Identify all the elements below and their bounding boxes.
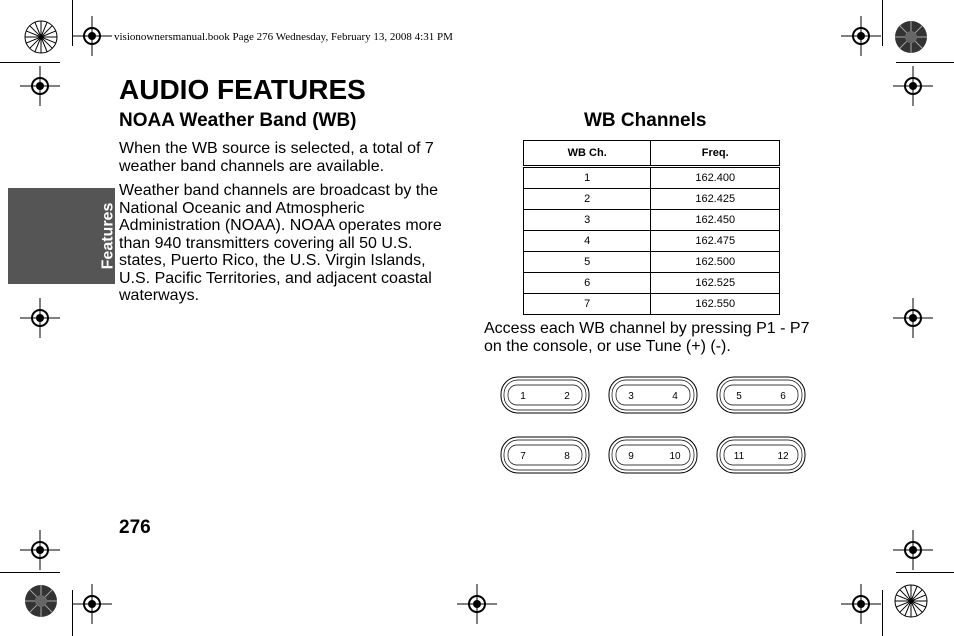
registration-mark-left-middle (20, 298, 60, 338)
preset-button-label: 11 (733, 451, 745, 462)
color-rosette-top-right (894, 20, 928, 54)
column-header-frequency: Freq. (651, 141, 780, 167)
preset-button-pair (501, 377, 589, 413)
channel-cell: 3 (524, 210, 651, 231)
preset-button-pair (609, 437, 697, 473)
frequency-cell: 162.400 (651, 167, 780, 189)
column-header-channel: WB Ch. (524, 141, 651, 167)
preset-button-label: 2 (564, 391, 570, 402)
registration-mark-left-lower (20, 530, 60, 570)
table-row (524, 167, 780, 189)
preset-button-label: 12 (777, 451, 789, 462)
registration-mark-top-right (841, 16, 881, 56)
preset-button-label: 3 (628, 391, 634, 402)
preset-button-label: 7 (520, 451, 526, 462)
table-row (524, 273, 780, 294)
preset-button-label: 4 (672, 391, 678, 402)
preset-button-label: 10 (669, 451, 681, 462)
registration-mark-top-left (72, 16, 112, 56)
preset-button-pair (609, 377, 697, 413)
table-row (524, 231, 780, 252)
paragraph-intro: When the WB source is selected, a total of 7 weather band channels are available. (119, 140, 434, 175)
channel-cell: 1 (524, 167, 651, 189)
registration-mark-right-lower (893, 530, 933, 570)
access-instructions: Access each WB channel by pressing P1 - P7 on the console, or use Tune (+) (-). (484, 320, 810, 355)
registration-mark-right-middle (893, 298, 933, 338)
color-rosette-bottom-left (24, 584, 58, 618)
registration-mark-left-upper (20, 66, 60, 106)
table-header-row (524, 141, 780, 167)
channel-cell: 6 (524, 273, 651, 294)
frequency-cell: 162.550 (651, 294, 780, 315)
registration-mark-bottom-left (72, 584, 112, 624)
frequency-cell: 162.450 (651, 210, 780, 231)
page-number: 276 (119, 517, 151, 538)
color-rosette-bottom-right (894, 584, 928, 618)
frequency-cell: 162.475 (651, 231, 780, 252)
preset-button-pair (717, 377, 805, 413)
preset-button-label: 9 (628, 451, 634, 462)
frequency-cell: 162.525 (651, 273, 780, 294)
channel-cell: 5 (524, 252, 651, 273)
channel-cell: 4 (524, 231, 651, 252)
paragraph-noaa: Weather band channels are broadcast by the National Oceanic and Atmospheric Administration (NOAA). NOAA operates more than 940 transmitters covering all 50 U.S. states, Puerto Rico, the U.S. Virgin Islands, U.S. Pacific Territories, and adjacent coastal waterways. (119, 182, 442, 304)
preset-button-pair (501, 437, 589, 473)
channel-cell: 2 (524, 189, 651, 210)
section-title: NOAA Weather Band (WB) (119, 110, 357, 131)
preset-keypad-illustration (500, 375, 810, 475)
registration-mark-bottom-center (457, 584, 497, 624)
frequency-cell: 162.500 (651, 252, 780, 273)
table-row (524, 294, 780, 315)
print-header: visionownersmanual.book Page 276 Wednesday, February 13, 2008 4:31 PM (114, 31, 453, 43)
side-tab (8, 188, 115, 284)
preset-button-label: 8 (564, 451, 570, 462)
page-title: AUDIO FEATURES (119, 74, 366, 105)
table-title: WB Channels (584, 110, 707, 131)
table-row (524, 252, 780, 273)
wb-channels-table (523, 140, 780, 315)
frequency-cell: 162.425 (651, 189, 780, 210)
registration-mark-right-upper (893, 66, 933, 106)
color-rosette-top-left (24, 20, 58, 54)
registration-mark-bottom-right (841, 584, 881, 624)
side-tab-label: Features (100, 202, 117, 270)
preset-button-label: 6 (780, 391, 786, 402)
preset-button-label: 5 (736, 391, 742, 402)
preset-button-label: 1 (520, 391, 526, 402)
table-row (524, 210, 780, 231)
channel-cell: 7 (524, 294, 651, 315)
table-row (524, 189, 780, 210)
preset-button-pair (717, 437, 805, 473)
